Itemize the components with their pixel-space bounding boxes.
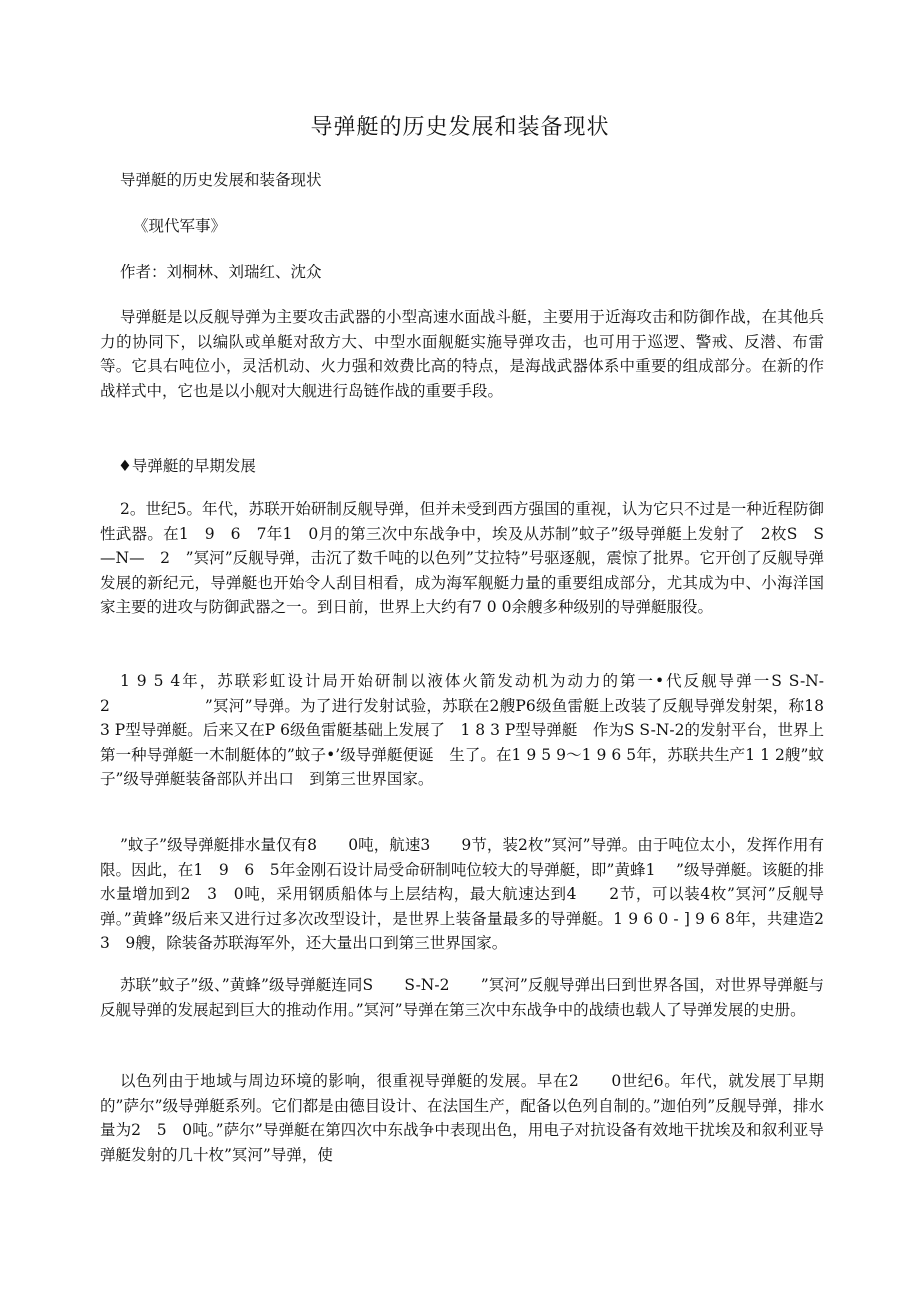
paragraph-soviet-export: 苏联”蚊子”级、”黄蜂”级导弹艇连同S S-N-2 ”冥河”反舰导弹出曰到世界各国，对世界导弹艇与反舰导弹的发展起到巨大的推动作用。”冥河”导弹在第三次中东战争中的战绩也载人了导弹发展的史册。: [100, 976, 824, 1019]
document-title: 导弹艇的历史发展和装备现状: [310, 115, 610, 140]
paragraph-komar-osa: ”蚊子”级导弹艇排水量仅有8 0吨，航速3 9节，装2枚”冥河”导弹。由于吨位太小，发挥作用有限。因此，在1 9 6 5年金刚石设计局受命研制吨位较大的导弹艇，即”黄蜂1 ”级导弹艇。该艇的排水量增加到2 3 0吨，采用钢质船体与上层结构，最大航速达到4 2节，可以装4枚”冥河”反舰导弹。”黄蜂”级后来又进行过多次改型设计，是世界上装备量最多的导弹艇。1 9 6 0 - ] 9 6 8年，共建造2 3 9艘，除装备苏联海军外，还大量出口到第三世界国家。: [100, 836, 840, 952]
paragraph-1954: 1 9 5 4年，苏联彩虹设计局开始研制以液体火箭发动机为动力的第一•代反舰导弹一S S-N-2 ”冥河”导弹。为了进行发射试验，苏联在2艘P6级鱼雷艇上改装了反舰导弹发射架，称18 3 P型导弹艇。后来又在P 6级鱼雷艇基础上发展了 1 8 3 P型导弹艇 作为S S-N-2的发射平台，世界上第一种导弹艇一木制艇体的”蚊子•’级导弹艇便诞 生了。在1 9 5 9〜1 9 6 5年，苏联共生产1 1 2艘”蚊子”级导弹艇装备部队并出口 到第三世界国家。: [100, 672, 824, 788]
paragraph-early-development: 2。世纪5。年代，苏联开始研制反舰导弹，但并未受到西方强国的重视，认为它只不过是一种近程防御性武器。在1 9 6 7年1 0月的第三次中东战争中，埃及从苏制”蚊子”级导弹艇上发射了 2枚S S —N— 2 ”冥河”反舰导弹，击沉了数千吨的以色列”艾拉特”号驱逐舰，震惊了批界。它开创了反舰导弹发展的新纪元，导弹艇也开始令人刮目相看，成为海军舰艇力量的重要组成部分，尤其成为中、小海洋国家主要的进攻与防御武器之一。到日前，世界上大约有7 0 0余艘多种级别的导弹艇服役。: [100, 500, 840, 616]
article-subtitle: 导弹艇的历史发展和装备现状: [120, 171, 322, 189]
section-heading: ♦导弹艇的早期发展: [118, 457, 256, 475]
article-authors: 作者：刘桐林、刘瑞红、沈众: [120, 263, 322, 281]
article-source: 《现代军事》: [133, 217, 227, 235]
paragraph-intro: 导弹艇是以反舰导弹为主要攻击武器的小型高速水面战斗艇，主要用于近海攻击和防御作战，在其他兵力的协同下，以编队或单艇对敌方大、中型水面舰艇实施导弹攻击，也可用于巡逻、警戒、反潜、布雷等。它具右吨位小，灵活机动、火力强和效费比高的特点，是海战武器体系中重要的组成部分。在新的作战样式中，它也是以小舰对大舰进行岛链作战的重要手段。: [100, 308, 824, 400]
paragraph-israel: 以色列由于地域与周边环境的影响，很重视导弹艇的发展。早在2 0世纪6。年代，就发展丁早期的”萨尔”级导弹艇系列。它们都是由德目设计、在法国生产，配备以色列自制的。”迦伯列”反舰导弹，排水量为2 5 0吨。”萨尔”导弹艇在第四次中东战争中表现出色，用电子对抗设备有效地干扰埃及和叙利亚导弹艇发射的几十枚”冥河”导弹，使: [100, 1072, 824, 1164]
